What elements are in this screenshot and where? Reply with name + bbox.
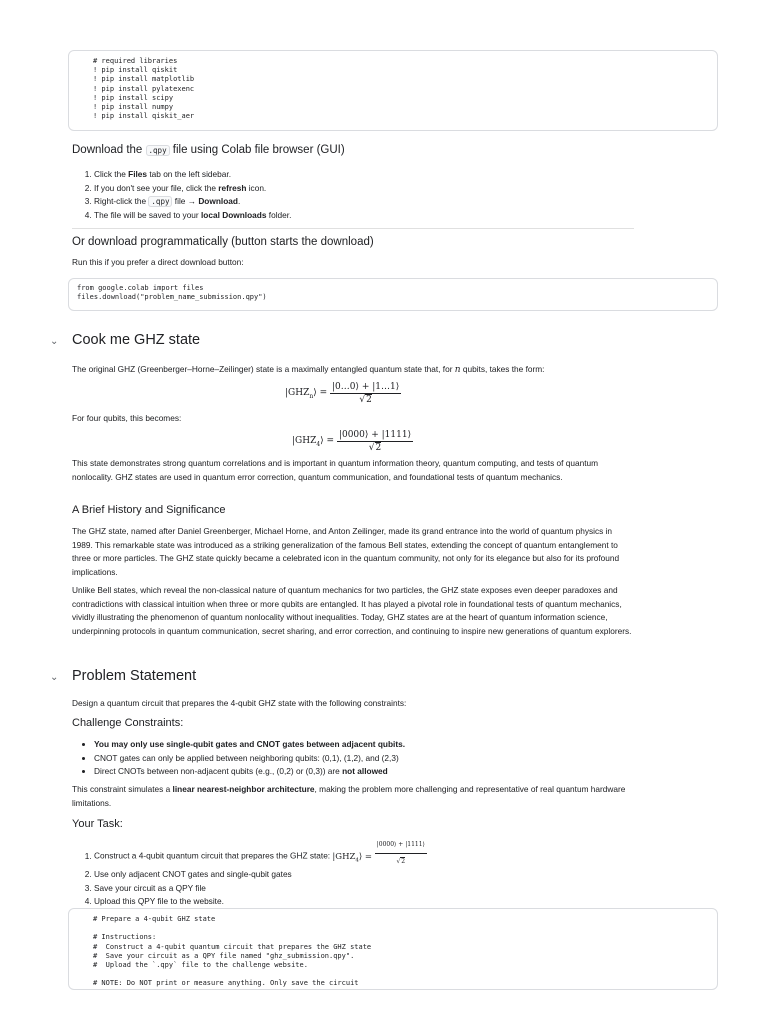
history-heading: A Brief History and Significance: [72, 504, 226, 516]
chevron-down-icon[interactable]: ⌄: [50, 672, 59, 683]
code-cell-download[interactable]: [68, 278, 718, 311]
chevron-down-icon[interactable]: ⌄: [50, 336, 59, 347]
architecture-text: This constraint simulates a linear nearest-neighbor architecture, making the problem more challenging and representative of real quantum hardware limitations.: [72, 784, 626, 808]
section-title-problem: Problem Statement: [72, 668, 197, 684]
code-line: files.download("problem_name_submission.qpy"): [77, 293, 267, 302]
equation-inline: $|GHZ_4⟩$ = $\frac{|0000⟩ + |1111⟩}{√2}$: [332, 852, 426, 862]
list-item: 2. If you don't see your file, click the refresh icon.: [94, 182, 674, 196]
code-editor[interactable]: [69, 909, 717, 989]
list-item: 1. Construct a 4-qubit quantum circuit that prepares the GHZ state: $|GHZ_4⟩$ = $\frac{|0000⟩ + |1111⟩}{√2}$: [94, 838, 694, 868]
code-line: # required libraries: [93, 57, 178, 65]
code-line: # Upload the `.qpy` file to the challenge website.: [93, 961, 308, 970]
code-editor[interactable]: [69, 279, 717, 302]
download-steps: [72, 168, 674, 222]
alt-download-text: Run this if you prefer a direct download button:: [72, 257, 244, 267]
code-cell-install[interactable]: [68, 50, 718, 131]
download-heading: Download the .qpy file using Colab file browser (GUI): [72, 144, 345, 156]
list-item: 1. Click the Files tab on the left sidebar.: [94, 168, 674, 182]
code-line: ! pip install qiskit: [93, 66, 178, 75]
constraints-heading: Challenge Constraints:: [72, 717, 184, 729]
equation-ghz-n: $|GHZ_n⟩$ = $\frac{|0\dots 0⟩ + |1\dots 1⟩}{√2}$: [285, 382, 400, 405]
code-line: # Instructions:: [93, 933, 157, 942]
problem-intro: Design a quantum circuit that prepares the 4-qubit GHZ state with the following constraints:: [72, 698, 407, 708]
history-paragraph-2: Unlike Bell states, which reveal the non-classical nature of quantum mechanics for two particles, the GHZ state exposes even deeper paradoxes and contradictions with classical intuition when three or more qubits are entangled. It has played a pivotal role in foundational tests of quantum mechanics, vividly illustrating the phenomenon of quantum nonlocality without inequalities. Today, GHZ states are at the heart of quantum information science, underpinning protocols in quantum communication, secret sharing, and error correction, and continuing to inspire new generations of quantum explorers.: [72, 585, 632, 636]
code-line: # Construct a 4-qubit quantum circuit that prepares the GHZ state: [93, 942, 372, 951]
list-item: 4. The file will be saved to your local Downloads folder.: [94, 209, 674, 223]
code-line: ! pip install numpy: [93, 103, 174, 112]
task-heading: Your Task:: [72, 818, 123, 830]
ghz-intro: The original GHZ (Greenberger–Horne–Zeilinger) state is a maximally entangled quantum state that, for n qubits, takes the form:: [72, 364, 545, 375]
code-line: ! pip install qiskit_aer: [93, 112, 195, 121]
list-item: • CNOT gates can only be applied between neighboring qubits: (0,1), (1,2), and (2,3): [94, 752, 674, 766]
list-item: 2. Use only adjacent CNOT gates and single-qubit gates: [94, 868, 694, 882]
code-line: ! pip install matplotlib: [93, 75, 195, 84]
code-line: # NOTE: Do NOT print or measure anything. Only save the circuit: [93, 979, 359, 988]
section-title-ghz: Cook me GHZ state: [72, 332, 201, 348]
four-qubits-text: For four qubits, this becomes:: [72, 413, 182, 423]
divider: [72, 228, 634, 229]
history-paragraph-1: The GHZ state, named after Daniel Greenberger, Michael Horne, and Anton Zeilinger, made its grand entrance into the world of quantum physics in 1989. This remarkable state was introduced as a striking generalization of the famous Bell states, extending the concept of quantum entanglement to three or more particles. The GHZ state quickly became a celebrated icon in the quantum community, not only for its elegance but also for its profound implications.: [72, 526, 620, 577]
alt-download-heading: Or download programmatically (button starts the download): [72, 236, 374, 248]
inline-code: .qpy: [146, 145, 170, 156]
constraints-list: [72, 738, 674, 779]
task-list: [72, 838, 694, 909]
code-line: # Prepare a 4-qubit GHZ state: [93, 915, 216, 923]
code-line: # Save your circuit as a QPY file named "ghz_submission.qpy".: [93, 951, 355, 960]
code-line: ! pip install pylatexenc: [93, 84, 195, 93]
code-line: ! pip install scipy: [93, 93, 174, 102]
list-item: 4. Upload this QPY file to the website.: [94, 895, 694, 909]
code-editor[interactable]: [69, 51, 717, 121]
ghz-summary: This state demonstrates strong quantum correlations and is important in quantum information theory, quantum computing, and tests of quantum nonlocality. GHZ states are used in quantum error correction, quantum communication, and foundational tests of quantum mechanics.: [72, 458, 599, 482]
list-item: 3. Save your circuit as a QPY file: [94, 882, 694, 896]
equation-ghz-4: $|GHZ_4⟩$ = $\frac{|0000⟩ + |1111⟩}{√2}$: [292, 430, 412, 453]
list-item: 3. Right-click the .qpy file → Download.: [94, 195, 674, 209]
code-line: from google.colab import files: [77, 284, 204, 292]
list-item: • Direct CNOTs between non-adjacent qubits (e.g., (0,2) or (0,3)) are not allowed: [94, 765, 674, 779]
list-item: • You may only use single-qubit gates and CNOT gates between adjacent qubits.: [94, 738, 674, 752]
code-cell-ghz[interactable]: [68, 908, 718, 990]
